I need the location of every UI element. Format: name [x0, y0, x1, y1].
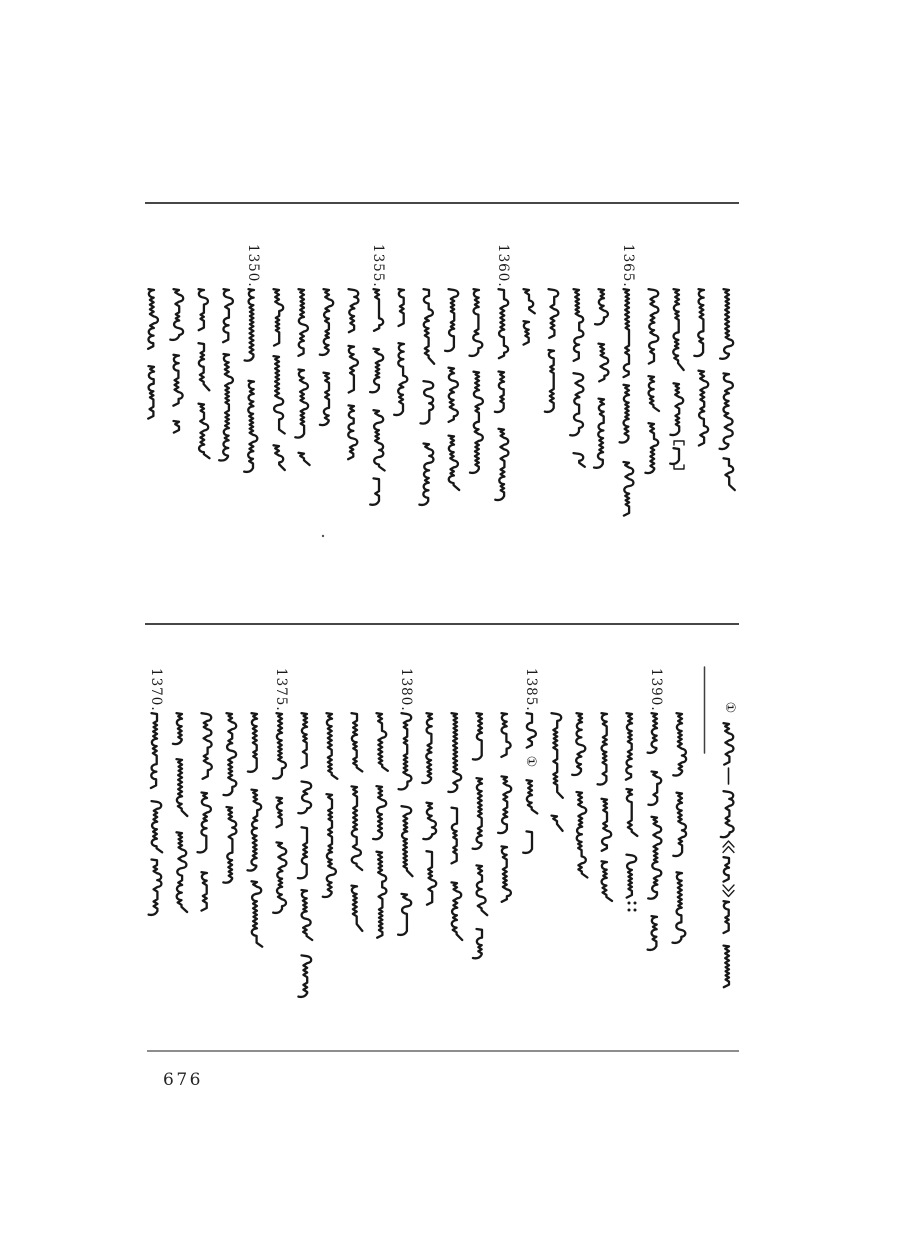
script-column-1374	[248, 713, 263, 946]
script-column-1356	[394, 289, 407, 415]
page-number: 676	[163, 1070, 203, 1090]
script-column-1388	[598, 713, 612, 901]
script-column-1378	[352, 713, 363, 931]
verse-number-1380: 1380.	[398, 668, 414, 712]
stanza-block-1	[148, 289, 735, 515]
script-column-1376	[298, 713, 312, 997]
script-column-1362	[545, 289, 559, 412]
script-column-1349	[219, 289, 233, 460]
script-column-1365	[620, 289, 634, 515]
script-column-1352	[295, 289, 309, 465]
script-column-1367	[670, 289, 684, 469]
verse-number-1365: 1365.	[620, 244, 636, 288]
script-column-1355	[370, 289, 385, 505]
verse-number-1360: 1360.	[495, 244, 511, 288]
script-column-1370	[149, 713, 163, 915]
script-column-1366	[645, 289, 659, 473]
script-column-1372	[197, 713, 211, 910]
script-column-1347	[170, 289, 183, 432]
verse-number-1375: 1375.	[273, 668, 289, 712]
footnote-marker-icon: ①	[722, 701, 737, 714]
inline-footnote-ref-icon: ①	[523, 755, 538, 768]
script-column-1369	[720, 289, 735, 490]
script-column-1384	[498, 713, 511, 902]
script-column-1360	[495, 289, 509, 500]
script-column-1375	[273, 713, 286, 913]
script-column-1351	[274, 289, 285, 470]
script-column-1354	[348, 289, 358, 459]
script-column-1348	[199, 289, 210, 458]
bottom-rule	[147, 1050, 739, 1052]
script-column-1381	[422, 713, 436, 904]
script-column-1357	[419, 289, 434, 505]
script-column-1368	[694, 289, 708, 445]
script-column-1390	[648, 713, 662, 950]
script-column-1385	[523, 713, 537, 853]
script-column-1358	[445, 289, 459, 490]
script-column-1373	[223, 713, 236, 882]
stanza-block-2	[149, 713, 687, 997]
script-column-1353	[320, 289, 333, 425]
script-column-1387	[572, 713, 587, 877]
verse-number-1385: 1385.	[523, 668, 539, 712]
script-column-1379	[373, 713, 388, 937]
script-column-1386	[552, 713, 563, 831]
verse-number-1350: 1350.	[245, 244, 261, 288]
top-rule	[145, 202, 739, 204]
script-column-1383	[473, 713, 488, 958]
script-column-1382	[448, 713, 462, 940]
script-column-1391	[673, 713, 687, 943]
verse-number-1390: 1390.	[648, 668, 664, 712]
script-column-1363	[570, 289, 585, 467]
verse-number-1370: 1370.	[148, 668, 164, 712]
script-column-1371	[173, 713, 187, 912]
script-column-1359	[470, 289, 483, 473]
footnote-block	[705, 667, 735, 987]
script-column-1350	[244, 289, 257, 472]
verse-number-1355: 1355.	[370, 244, 386, 288]
script-column-1364	[594, 289, 608, 468]
script-column-1346	[148, 289, 158, 418]
script-column-1380	[398, 713, 412, 935]
script-column-1377	[323, 713, 337, 897]
middle-rule	[145, 623, 739, 625]
script-column-1389	[626, 713, 637, 911]
script-column-1361	[524, 289, 535, 344]
